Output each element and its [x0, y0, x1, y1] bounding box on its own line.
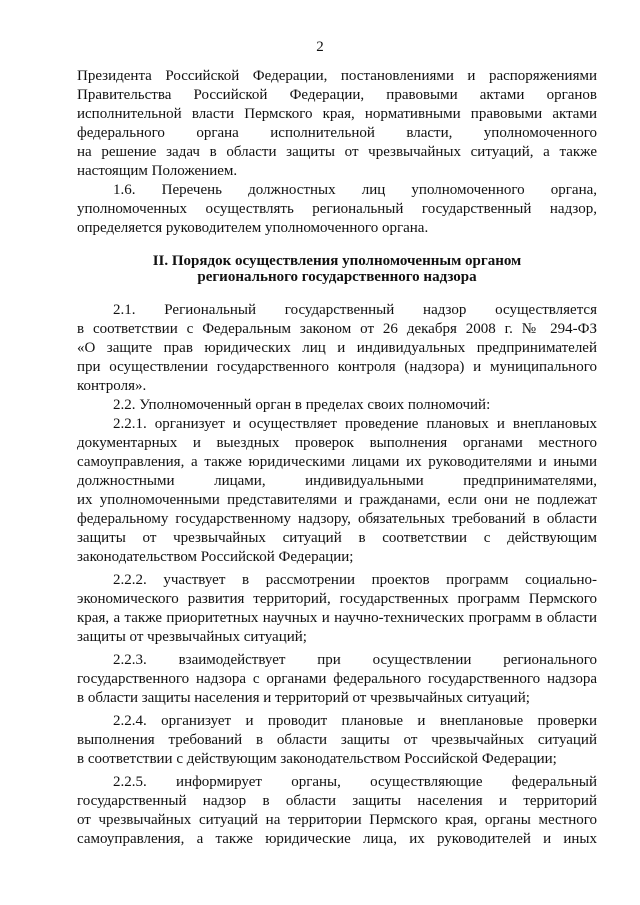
text-line: 2.2.2. участвует в рассмотрении проектов программ социально-	[113, 572, 597, 588]
text-line: в соответствии с действующим законодательством Российской Федерации;	[77, 751, 557, 767]
text-line: уполномоченных осуществлять региональный государственный надзор,	[77, 201, 597, 217]
text-line: 1.6. Перечень должностных лиц уполномоченного органа,	[113, 182, 597, 198]
text-line: 2.2.4. организует и проводит плановые и внеплановые проверки	[113, 713, 597, 729]
text-line: края, а также приоритетных научных и научно-технических программ в области	[77, 610, 597, 626]
text-line: 2.2.1. организует и осуществляет проведение плановых и внеплановых	[113, 416, 597, 432]
text-line: должностными лицами, индивидуальными предпринимателями,	[77, 473, 597, 489]
section-heading-line: II. Порядок осуществления уполномоченным органом	[152, 253, 522, 269]
text-line: документарных и выездных проверок выполнения органами местного	[77, 435, 597, 451]
text-line: их уполномоченными представителями и гражданами, если они не подлежат	[77, 492, 597, 508]
text-line: от чрезвычайных ситуаций на территории Пермского края, органы местного	[77, 812, 597, 828]
text-line: выполнения требований в области защиты от чрезвычайных ситуаций	[77, 732, 597, 748]
section-heading-line: регионального государственного надзора	[197, 269, 477, 285]
text-line: в соответствии с Федеральным законом от 26 декабря 2008 г. № 294-ФЗ	[77, 321, 597, 337]
text-line: государственный надзор в области защиты населения и территорий	[77, 793, 597, 809]
text-line: защиты от чрезвычайных ситуаций;	[77, 629, 307, 645]
page-number: 2	[316, 39, 324, 55]
text-line: «О защите прав юридических лиц и индивидуальных предпринимателей	[77, 340, 597, 356]
text-line: на решение задач в области защиты от чрезвычайных ситуаций, а также	[77, 144, 597, 160]
text-line: государственного надзора с органами федерального государственного надзора	[77, 671, 597, 687]
text-line: определяется руководителем уполномоченного органа.	[77, 220, 429, 236]
text-line: настоящим Положением.	[77, 163, 238, 179]
text-line: федерального органа исполнительной власти, уполномоченного	[77, 125, 597, 141]
text-line: Правительства Российской Федерации, правовыми актами органов	[77, 87, 597, 103]
text-line: в области защиты населения и территорий от чрезвычайных ситуаций;	[77, 690, 530, 706]
text-line: самоуправления, а также юридическими лицами их руководителями и иными	[77, 454, 597, 470]
text-line: 2.2.3. взаимодействует при осуществлении регионального	[113, 652, 597, 668]
text-line: исполнительной власти Пермского края, нормативными правовыми актами	[77, 106, 597, 122]
text-line: контроля».	[77, 378, 147, 394]
text-line: законодательством Российской Федерации;	[77, 549, 354, 565]
text-line: 2.1. Региональный государственный надзор осуществляется	[113, 302, 597, 318]
text-line: федеральному государственному надзору, обязательных требований в области	[77, 511, 597, 527]
text-line: самоуправления, а также юридические лица, их руководителей и иных	[77, 831, 597, 847]
text-line: 2.2.5. информирует органы, осуществляющие федеральный	[113, 774, 597, 790]
text-line: экономического развития территорий, государственных программ Пермского	[77, 591, 597, 607]
text-line: 2.2. Уполномоченный орган в пределах своих полномочий:	[113, 397, 491, 413]
text-line: защиты от чрезвычайных ситуаций в соответствии с действующим	[77, 530, 597, 546]
text-line: при осуществлении государственного контроля (надзора) и муниципального	[77, 359, 597, 375]
text-line: Президента Российской Федерации, постановлениями и распоряжениями	[77, 68, 597, 84]
